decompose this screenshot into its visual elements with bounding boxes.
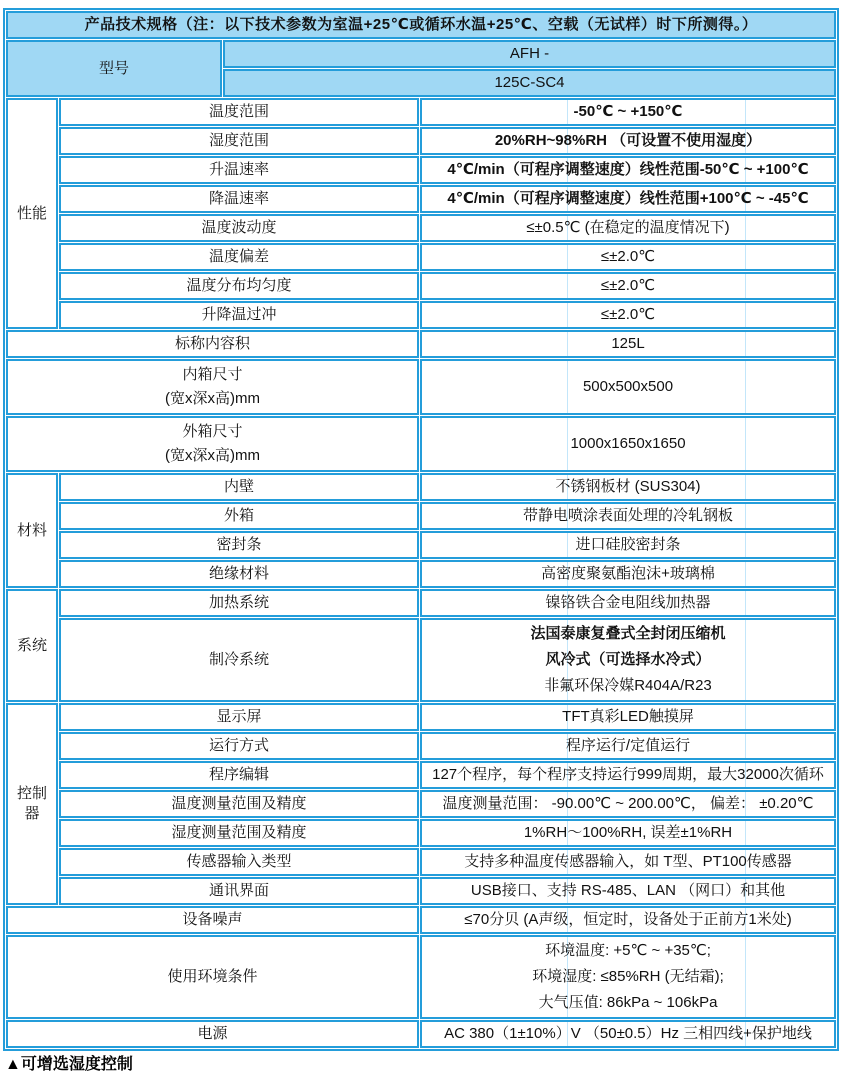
spec-value-cell: 带静电喷涂表面处理的冷轧钢板 [420, 502, 836, 530]
spec-value-cell: 125L [420, 330, 836, 358]
spec-label-cell: 加热系统 [59, 589, 419, 617]
spec-value-cell: ≤±2.0℃ [420, 301, 836, 329]
spec-label-cell [6, 416, 419, 472]
spec-label-cell: 升温速率 [59, 156, 419, 184]
spec-row [6, 906, 836, 934]
spec-value-cell: ≤±0.5℃ (在稳定的温度情况下) [420, 214, 836, 242]
spec-row [6, 732, 836, 760]
spec-label-line: (宽x深x高)mm [165, 390, 260, 407]
spec-row [6, 473, 836, 501]
spec-table [3, 8, 839, 1051]
spec-label-line: 内箱尺寸 [182, 366, 243, 383]
spec-row [6, 848, 836, 876]
spec-label-cell: 温度范围 [59, 98, 419, 126]
spec-label-cell: 内壁 [59, 473, 419, 501]
spec-row [6, 1020, 836, 1048]
spec-value-line: 风冷式（可选择水冷式） [545, 651, 711, 668]
spec-value-line: 环境温度: +5℃ ~ +35℃; [545, 942, 711, 959]
spec-row [6, 502, 836, 530]
spec-label-cell: 电源 [6, 1020, 419, 1048]
spec-label-cell: 升降温过冲 [59, 301, 419, 329]
spec-row [6, 703, 836, 731]
spec-value-cell: 进口硅胶密封条 [420, 531, 836, 559]
spec-row [6, 330, 836, 358]
spec-label-cell: 传感器输入类型 [59, 848, 419, 876]
category-cell: 性能 [6, 98, 58, 329]
spec-value-cell: 程序运行/定值运行 [420, 732, 836, 760]
spec-value-cell: 500x500x500 [420, 359, 836, 415]
spec-row [6, 761, 836, 789]
spec-value-line: 非氟环保冷媒R404A/R23 [544, 677, 712, 694]
spec-label-cell: 湿度测量范围及精度 [59, 819, 419, 847]
model-value-cell: AFH - [223, 40, 836, 68]
category-cell: 材料 [6, 473, 58, 588]
spec-value-cell: AC 380（1±10%）V （50±0.5）Hz 三相四线+保护地线 [420, 1020, 836, 1048]
spec-label-cell: 通讯界面 [59, 877, 419, 905]
spec-label-line: 外箱尺寸 [182, 423, 243, 440]
spec-row [6, 819, 836, 847]
model-value-cell: 125C-SC4 [223, 69, 836, 97]
spec-row [6, 156, 836, 184]
spec-row [6, 359, 836, 415]
spec-value-line: 大气压值: 86kPa ~ 106kPa [538, 994, 718, 1011]
spec-value-line: 环境湿度: ≤85%RH (无结霜); [532, 968, 724, 985]
spec-label-cell: 运行方式 [59, 732, 419, 760]
spec-value-cell: 温度测量范围： -90.00℃ ~ 200.00℃， 偏差： ±0.20℃ [420, 790, 836, 818]
model-row [6, 40, 836, 68]
spec-row [6, 185, 836, 213]
category-cell: 系统 [6, 589, 58, 702]
spec-value-cell: 4℃/min（可程序调整速度）线性范围+100℃ ~ -45℃ [420, 185, 836, 213]
spec-row [6, 243, 836, 271]
spec-row [6, 301, 836, 329]
spec-value-cell: 高密度聚氨酯泡沫+玻璃棉 [420, 560, 836, 588]
spec-row [6, 560, 836, 588]
spec-label-cell: 湿度范围 [59, 127, 419, 155]
spec-label-cell: 密封条 [59, 531, 419, 559]
spec-label-cell: 标称内容积 [6, 330, 419, 358]
spec-row [6, 127, 836, 155]
spec-value-cell: ≤±2.0℃ [420, 243, 836, 271]
spec-row [6, 589, 836, 617]
spec-label-cell: 制冷系统 [59, 618, 419, 702]
spec-row [6, 618, 836, 702]
spec-row [6, 531, 836, 559]
spec-row [6, 790, 836, 818]
spec-value-cell [420, 618, 836, 702]
footer-note: ▲可增选湿度控制 [5, 1056, 133, 1073]
spec-value-cell: ≤±2.0℃ [420, 272, 836, 300]
spec-value-cell: 支持多种温度传感器输入，如 T型、PT100传感器 [420, 848, 836, 876]
spec-value-cell: 镍铬铁合金电阻线加热器 [420, 589, 836, 617]
spec-label-cell: 降温速率 [59, 185, 419, 213]
title-cell: 产品技术规格（注：以下技术参数为室温+25℃或循环水温+25℃、空载（无试样）时下所测得。） [6, 11, 836, 39]
spec-row [6, 935, 836, 1019]
category-cell: 控制器 [6, 703, 58, 905]
spec-value-cell: 不锈钢板材 (SUS304) [420, 473, 836, 501]
spec-label-cell [6, 359, 419, 415]
spec-label-cell: 使用环境条件 [6, 935, 419, 1019]
spec-value-cell: 1000x1650x1650 [420, 416, 836, 472]
spec-label-cell: 显示屏 [59, 703, 419, 731]
spec-label-cell: 温度波动度 [59, 214, 419, 242]
spec-value-cell: 4℃/min（可程序调整速度）线性范围-50℃ ~ +100℃ [420, 156, 836, 184]
spec-value-cell: USB接口、支持 RS-485、LAN （网口）和其他 [420, 877, 836, 905]
spec-value-cell: TFT真彩LED触摸屏 [420, 703, 836, 731]
spec-value-line: 法国泰康复叠式全封闭压缩机 [530, 625, 726, 642]
spec-row [6, 272, 836, 300]
spec-value-cell: 1%RH～100%RH, 误差±1%RH [420, 819, 836, 847]
title-row [6, 11, 836, 39]
spec-value-cell: -50℃ ~ +150℃ [420, 98, 836, 126]
spec-row [6, 877, 836, 905]
spec-row [6, 416, 836, 472]
spec-row [6, 98, 836, 126]
model-label-cell: 型号 [6, 40, 222, 97]
spec-label-cell: 温度偏差 [59, 243, 419, 271]
spec-label-cell: 设备噪声 [6, 906, 419, 934]
spec-label-cell: 绝缘材料 [59, 560, 419, 588]
spec-row [6, 214, 836, 242]
spec-table-body [6, 11, 836, 1048]
spec-value-cell: ≤70分贝 (A声级，恒定时，设备处于正前方1米处) [420, 906, 836, 934]
spec-label-cell: 温度测量范围及精度 [59, 790, 419, 818]
spec-value-cell: 127个程序，每个程序支持运行999周期，最大32000次循环 [420, 761, 836, 789]
spec-value-cell [420, 935, 836, 1019]
spec-value-cell: 20%RH~98%RH （可设置不使用湿度） [420, 127, 836, 155]
spec-label-cell: 温度分布均匀度 [59, 272, 419, 300]
spec-label-cell: 外箱 [59, 502, 419, 530]
spec-label-line: (宽x深x高)mm [165, 447, 260, 464]
spec-label-cell: 程序编辑 [59, 761, 419, 789]
